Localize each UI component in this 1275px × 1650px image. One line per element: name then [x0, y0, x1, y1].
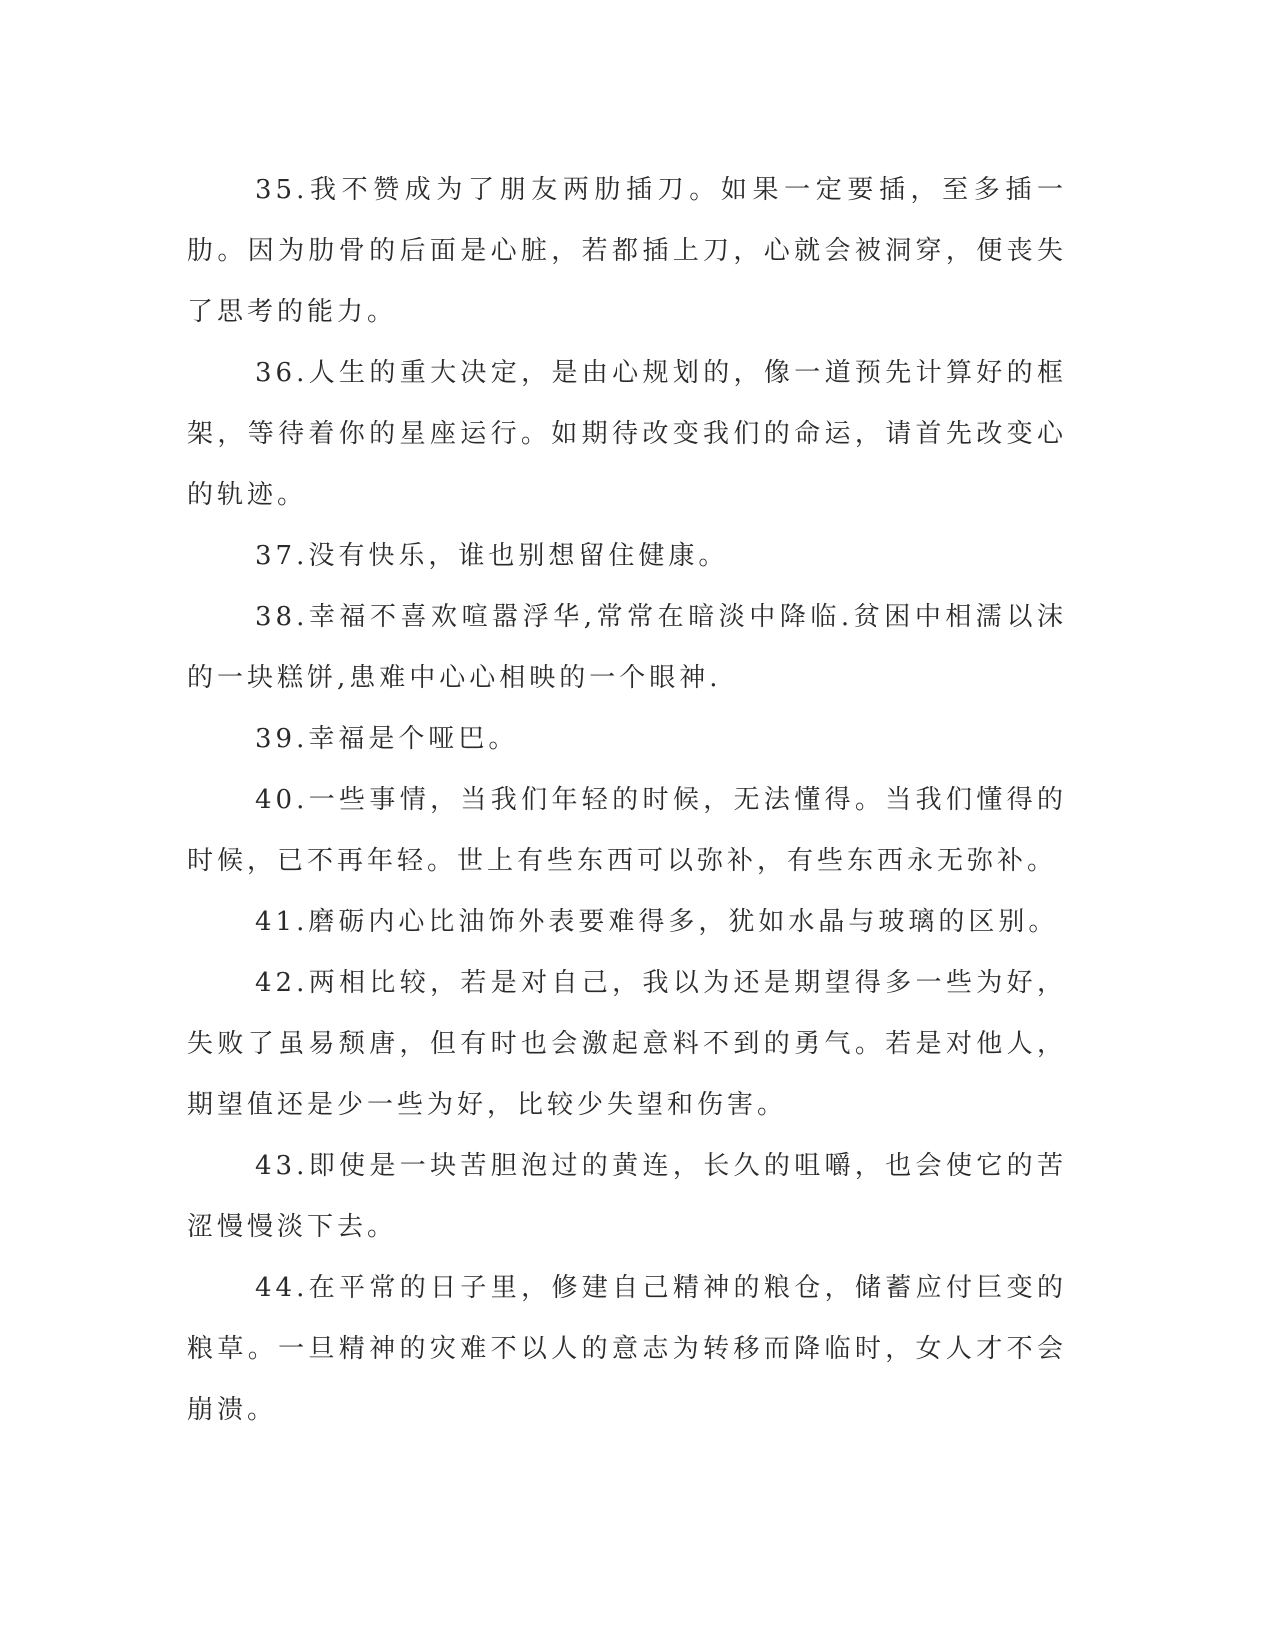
paragraph-39: 39.幸福是个哑巴。: [255, 724, 519, 754]
paragraph-35: 35.我不赞成为了朋友两肋插刀。如果一定要插，至多插一肋。因为肋骨的后面是心脏，若都插上刀，心就会被洞穿，便丧失了思考的能力。: [187, 175, 1067, 327]
paragraph-38: 38.幸福不喜欢喧嚣浮华,常常在暗淡中降临.贫困中相濡以沫的一块糕饼,患难中心心相映的一个眼神.: [187, 602, 1067, 693]
document-body: [187, 160, 1067, 1441]
paragraph-42: 42.两相比较，若是对自己，我以为还是期望得多一些为好，失败了虽易颓唐，但有时也会激起意料不到的勇气。若是对他人，期望值还是少一些为好，比较少失望和伤害。: [187, 968, 1067, 1120]
paragraph-43: 43.即使是一块苦胆泡过的黄连，长久的咀嚼，也会使它的苦涩慢慢淡下去。: [187, 1151, 1067, 1242]
paragraph-36: 36.人生的重大决定，是由心规划的，像一道预先计算好的框架，等待着你的星座运行。如期待改变我们的命运，请首先改变心的轨迹。: [187, 358, 1067, 510]
paragraph-41: 41.磨砺内心比油饰外表要难得多，犹如水晶与玻璃的区别。: [255, 907, 1059, 937]
paragraph-40: 40.一些事情，当我们年轻的时候，无法懂得。当我们懂得的时候，已不再年轻。世上有些东西可以弥补，有些东西永无弥补。: [187, 785, 1067, 876]
paragraph-37: 37.没有快乐，谁也别想留住健康。: [255, 541, 729, 571]
paragraph-44: 44.在平常的日子里，修建自己精神的粮仓，储蓄应付巨变的粮草。一旦精神的灾难不以人的意志为转移而降临时，女人才不会崩溃。: [187, 1273, 1067, 1425]
